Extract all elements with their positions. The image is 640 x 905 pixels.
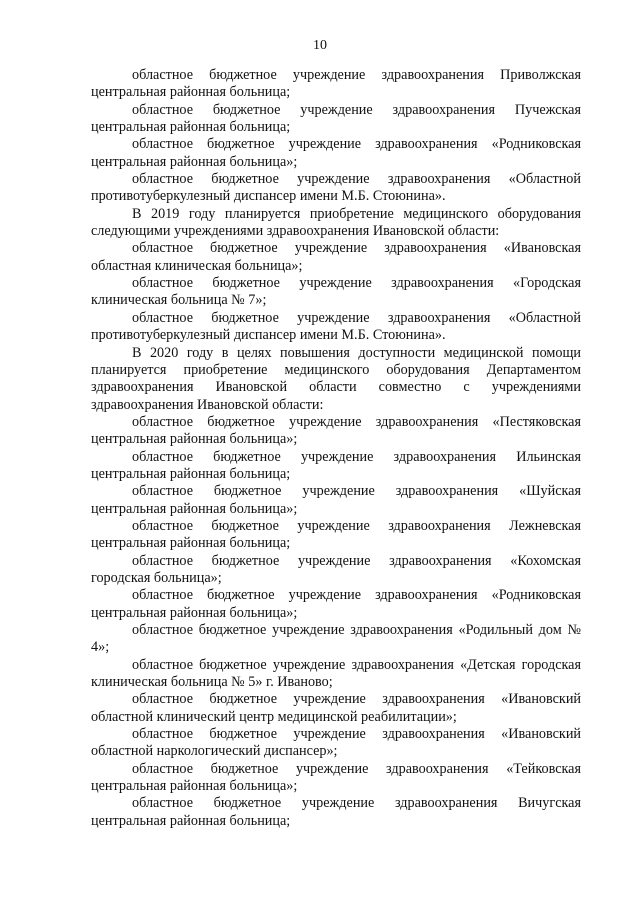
paragraph: областное бюджетное учреждение здравоохранения «Тейковская центральная районная больница»; (91, 760, 581, 795)
paragraph: областное бюджетное учреждение здравоохранения Приволжская центральная районная больница; (91, 67, 581, 101)
paragraph: областное бюджетное учреждение здравоохранения «Ивановский областной наркологический диспансер»; (91, 726, 581, 760)
paragraph: областное бюджетное учреждение здравоохранения «Областной противотуберкулезный диспансер имени М.Б. Стоюнина». (91, 171, 581, 205)
paragraph: В 2020 году в целях повышения доступности медицинской помощи планируется приобретение медицинского оборудования Департаментом здравоохранения Ивановской области совместно с учреждениями здравоохранения Ивановской области: (91, 344, 581, 413)
paragraph: областное бюджетное учреждение здравоохранения «Городская клиническая больница № 7»; (91, 275, 581, 309)
document-body (91, 67, 581, 830)
paragraph: областное бюджетное учреждение здравоохранения «Родниковская центральная районная больница»; (91, 136, 581, 170)
paragraph: областное бюджетное учреждение здравоохранения «Родниковская центральная районная больница»; (91, 587, 581, 621)
paragraph: областное бюджетное учреждение здравоохранения «Кохомская городская больница»; (91, 552, 581, 586)
paragraph: областное бюджетное учреждение здравоохранения «Шуйская центральная районная больница»; (91, 483, 581, 517)
page-number: 10 (313, 38, 327, 53)
paragraph: областное бюджетное учреждение здравоохранения Вичугская центральная районная больница; (91, 795, 581, 829)
paragraph: областное бюджетное учреждение здравоохранения «Ивановский областной клинический центр медицинской реабилитации»; (91, 691, 581, 725)
paragraph: областное бюджетное учреждение здравоохранения «Пестяковская центральная районная больница»; (91, 413, 581, 448)
paragraph: областное бюджетное учреждение здравоохранения «Ивановская областная клиническая больница»; (91, 240, 581, 274)
paragraph: областное бюджетное учреждение здравоохранения «Областной противотуберкулезный диспансер имени М.Б. Стоюнина». (91, 309, 581, 344)
paragraph: областное бюджетное учреждение здравоохранения «Родильный дом № 4»; (91, 622, 581, 656)
paragraph: областное бюджетное учреждение здравоохранения Ильинская центральная районная больница; (91, 448, 581, 482)
paragraph: областное бюджетное учреждение здравоохранения «Детская городская клиническая больница № 5» г. Иваново; (91, 656, 581, 691)
paragraph: областное бюджетное учреждение здравоохранения Пучежская центральная районная больница; (91, 101, 581, 136)
paragraph: областное бюджетное учреждение здравоохранения Лежневская центральная районная больница; (91, 517, 581, 552)
paragraph: В 2019 году планируется приобретение медицинского оборудования следующими учреждениями здравоохранения Ивановской области: (91, 205, 581, 240)
